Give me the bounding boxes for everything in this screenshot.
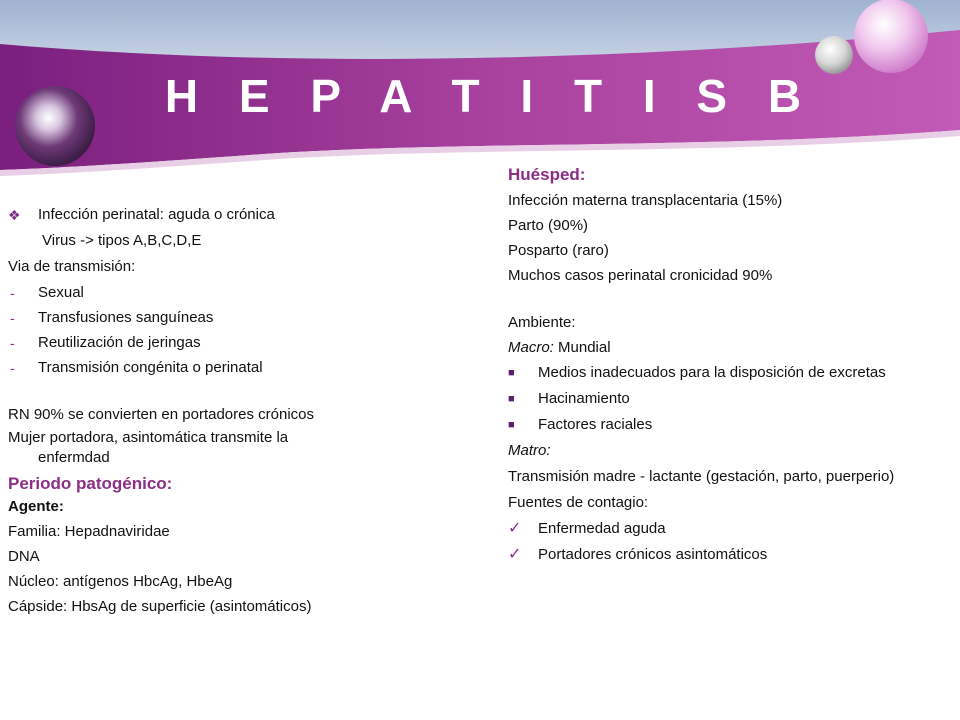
fuentes-item: ✓ Portadores crónicos asintomáticos xyxy=(508,546,768,563)
square-bullet-icon: ■ xyxy=(508,367,515,379)
transmision-madre-line: Transmisión madre - lactante (gestación, parto, puerperio) xyxy=(508,468,895,485)
dash-bullet-icon: - xyxy=(10,335,15,351)
decor-orb-pink xyxy=(854,0,928,73)
spacer xyxy=(8,383,353,405)
macro-item: ■ Factores raciales xyxy=(508,416,653,433)
matro-label: Matro: xyxy=(508,442,551,459)
fuentes-item: ✓ Enfermedad aguda xyxy=(508,520,666,537)
transmission-item: - Reutilización de jeringas xyxy=(10,334,201,351)
via-label: Via de transmisión: xyxy=(8,258,136,275)
macro-label: Macro: xyxy=(508,339,554,356)
capside-line: Cápside: HbsAg de superficie (asintomáticos) xyxy=(8,598,312,615)
macro-item: ■ Hacinamiento xyxy=(508,390,630,407)
parto-line: Parto (90%) xyxy=(508,217,589,234)
materna-line: Infección materna transplacentaria (15%) xyxy=(508,192,783,209)
rn-statement: RN 90% se convierten en portadores crónicos xyxy=(8,406,314,423)
check-bullet-icon: ✓ xyxy=(508,546,522,563)
transmission-item: - Sexual xyxy=(10,284,84,301)
macro-line xyxy=(508,338,953,358)
agente-label: Agente: xyxy=(8,498,64,515)
posparto-line: Posparto (raro) xyxy=(508,242,609,259)
mujer-statement: Mujer portadora, asintomática transmite la enfermdad xyxy=(8,429,289,466)
transmission-item: - Transfusiones sanguíneas xyxy=(10,309,214,326)
square-bullet-icon: ■ xyxy=(508,393,515,405)
transmission-item: - Transmisión congénita o perinatal xyxy=(10,359,263,376)
slide-title: H E P A T I T I S B xyxy=(164,70,816,122)
dash-bullet-icon: - xyxy=(10,360,15,376)
right-column xyxy=(508,165,953,565)
check-bullet-icon: ✓ xyxy=(508,520,522,537)
left-column xyxy=(8,205,353,617)
intro-item: ❖ Infección perinatal: aguda o crónica xyxy=(8,206,275,223)
familia-line: Familia: Hepadnaviridae xyxy=(8,523,170,540)
huesped-heading: Huésped: xyxy=(508,165,586,184)
fuentes-label: Fuentes de contagio: xyxy=(508,494,649,511)
muchos-line: Muchos casos perinatal cronicidad 90% xyxy=(508,267,773,284)
periodo-heading: Periodo patogénico: xyxy=(8,474,173,493)
ambiente-label: Ambiente: xyxy=(508,314,576,331)
square-bullet-icon: ■ xyxy=(508,419,515,431)
nucleo-line: Núcleo: antígenos HbcAg, HbeAg xyxy=(8,573,233,590)
dash-bullet-icon: - xyxy=(10,285,15,301)
diamond-bullet-icon: ❖ xyxy=(8,207,21,223)
virus-types: Virus -> tipos A,B,C,D,E xyxy=(42,232,202,249)
dash-bullet-icon: - xyxy=(10,310,15,326)
spacer xyxy=(508,291,953,313)
macro-item: ■ Medios inadecuados para la disposición de excretas xyxy=(508,364,886,381)
dna-line: DNA xyxy=(8,548,40,565)
macro-value: Mundial xyxy=(553,339,611,356)
